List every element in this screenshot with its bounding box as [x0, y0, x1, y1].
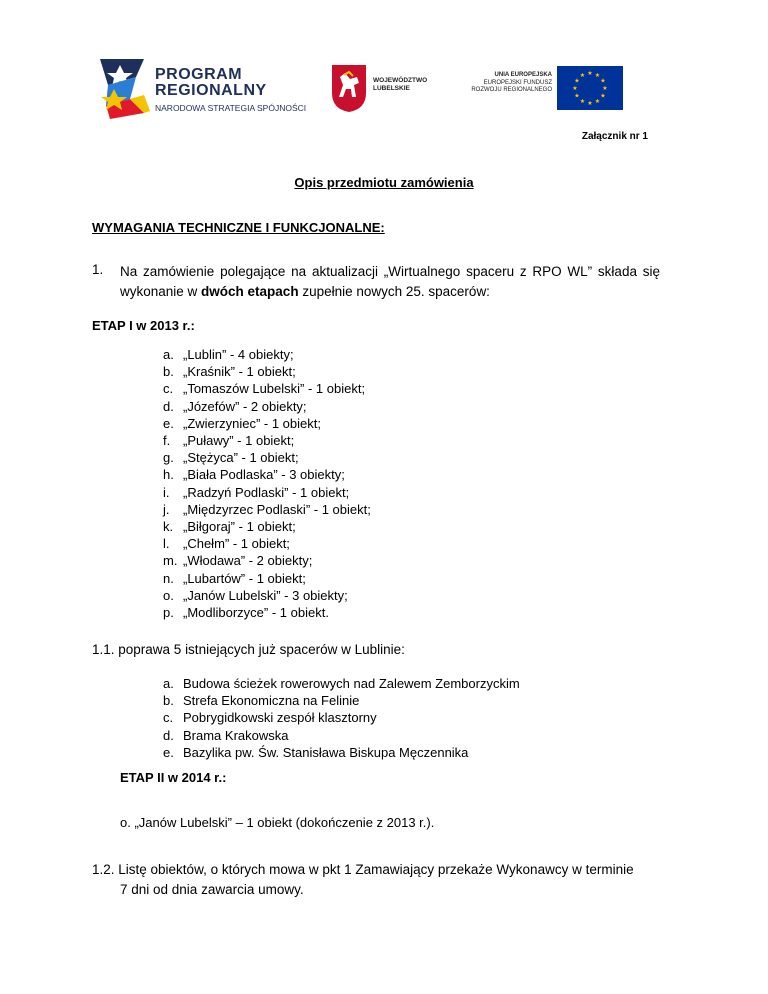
list-item: l. „Chełm” - 1 obiekt;	[163, 536, 290, 552]
point11-list	[163, 675, 520, 761]
section-heading: WYMAGANIA TECHNICZNE I FUNKCJONALNE:	[92, 220, 385, 235]
list-item: h. „Biała Podlaska” - 3 obiekty;	[163, 467, 345, 483]
list-item: n. „Lubartów” - 1 obiekt;	[163, 570, 306, 586]
point1-number: 1.	[92, 262, 104, 277]
list-item: m. „Włodawa” - 2 obiekty;	[163, 553, 313, 569]
list-item: p. „Modliborzyce” - 1 obiekt.	[163, 605, 329, 621]
svg-text:★: ★	[572, 85, 578, 92]
eu-flag-icon	[557, 66, 623, 110]
svg-text:★: ★	[574, 92, 580, 100]
point12-text: 1.2. Listę obiektów, o których mowa w pkt 1 Zamawiający przekaże Wykonawcy w terminie 7 dni od dnia zawarcia umowy.	[92, 862, 634, 897]
point11-text: 1.1. poprawa 5 istniejących już spacerów w Lublinie:	[92, 642, 405, 657]
list-item: e. „Zwierzyniec” - 1 obiekt;	[163, 415, 321, 431]
list-item: d. „Józefów” - 2 obiekty;	[163, 398, 307, 414]
list-item: a. Budowa ścieżek rowerowych nad Zalewem Zemborzyckim	[163, 676, 520, 691]
svg-text:★: ★	[587, 100, 593, 107]
list-item: b. Strefa Ekonomiczna na Felinie	[163, 693, 360, 709]
etap2-item: o. „Janów Lubelski” – 1 obiekt (dokończenie z 2013 r.).	[120, 815, 435, 830]
svg-text:★: ★	[579, 72, 586, 79]
list-item: f. „Puławy” - 1 obiekt;	[163, 433, 295, 449]
eu-logo	[460, 66, 625, 111]
list-item: o. „Janów Lubelski” - 3 obiekty;	[163, 587, 348, 603]
list-item: i. „Radzyń Podlaski” - 1 obiekt;	[163, 484, 350, 500]
svg-text:★: ★	[574, 77, 580, 85]
svg-text:★: ★	[600, 77, 606, 85]
program-logo-title: PROGRAM REGIONALNY	[155, 66, 267, 99]
list-item: c. Pobrygidkowski zespół klasztorny	[163, 710, 377, 726]
list-item: d. Brama Krakowska	[163, 727, 289, 743]
program-logo-subtitle: NARODOWA STRATEGIA SPÓJNOŚCI	[155, 103, 307, 113]
svg-text:★: ★	[579, 98, 586, 105]
eu-logo-text: UNIA EUROPEJSKA EUROPEJSKI FUNDUSZ ROZWOJU REGIONALNEGO	[471, 72, 552, 93]
list-item: k. „Biłgoraj” - 1 obiekt;	[163, 519, 296, 535]
attachment-label: Załącznik nr 1	[581, 131, 648, 142]
wojewodztwo-lubelskie-logo	[330, 63, 445, 113]
wojewodztwo-logo-text: WOJEWÓDZTWO LUBELSKIE	[373, 77, 428, 92]
list-item: g. „Stężyca” - 1 obiekt;	[163, 450, 299, 466]
svg-text:★: ★	[602, 85, 608, 92]
svg-text:★: ★	[600, 92, 606, 100]
program-regionalny-logo	[100, 55, 305, 127]
etap1-list	[163, 346, 371, 621]
svg-text:★: ★	[594, 98, 601, 105]
list-item: c. „Tomaszów Lubelski” - 1 obiekt;	[163, 381, 366, 397]
coat-of-arms-icon	[330, 63, 368, 113]
svg-text:★: ★	[587, 70, 593, 77]
list-item: e. Bazylika pw. Św. Stanisława Biskupa Męczennika	[163, 744, 469, 760]
etap1-heading: ETAP I w 2013 r.:	[92, 318, 195, 333]
point1-text: Na zamówienie polegające na aktualizacji „Wirtualnego spaceru z RPO WL” składa się wykonanie w dwóch etapach zupełnie nowych 25. spacerów:	[120, 264, 660, 299]
page-title: Opis przedmiotu zamówienia	[294, 175, 474, 190]
svg-text:★: ★	[594, 72, 601, 79]
program-star-icon	[100, 55, 152, 127]
list-item: a. „Lublin” - 4 obiekty;	[163, 347, 294, 362]
list-item: j. „Międzyrzec Podlaski” - 1 obiekt;	[163, 501, 371, 517]
etap2-heading: ETAP II w 2014 r.:	[120, 770, 227, 785]
list-item: b. „Kraśnik” - 1 obiekt;	[163, 364, 296, 380]
